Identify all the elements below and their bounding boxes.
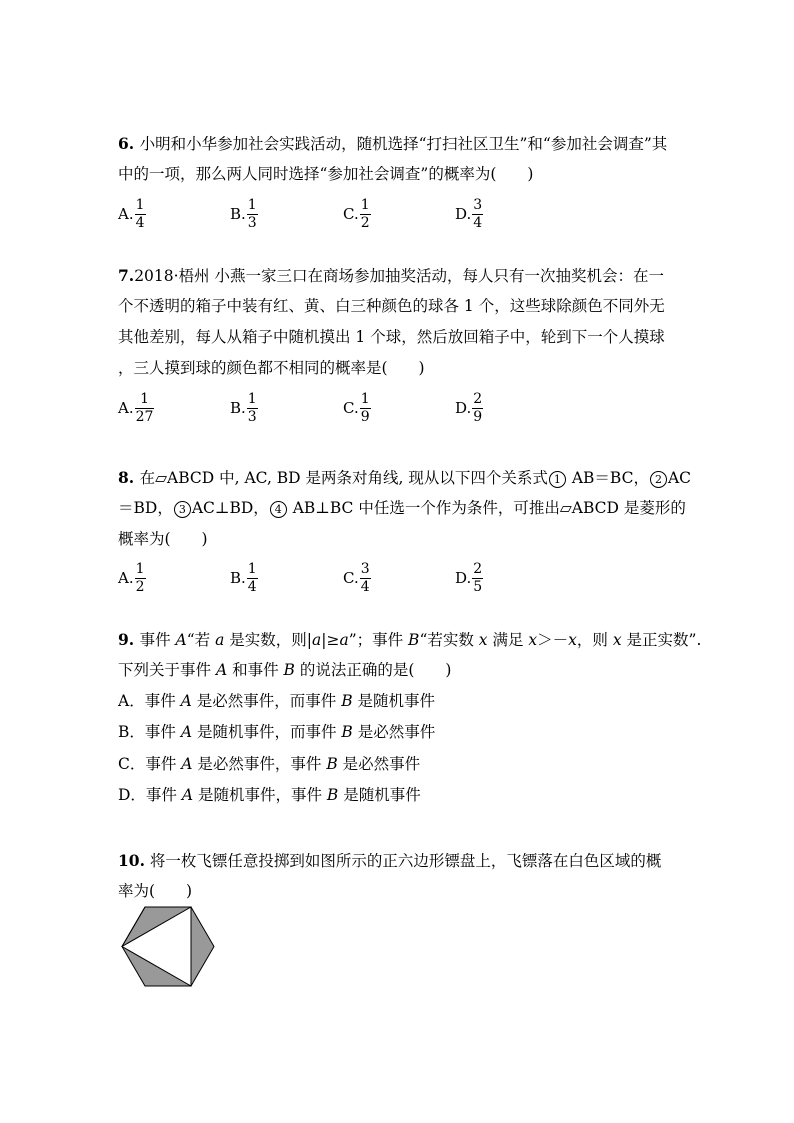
option-d: D. $\frac{2}{5}$: [455, 560, 483, 595]
question-7-line-2: 个不透明的箱子中装有红、黄、白三种颜色的球各 1 个，这些球除颜色不同外无: [118, 297, 665, 315]
question-6-line-1: 6. 小明和小华参加社会实践活动，随机选择“打扫社区卫生”和“参加社会调查”其: [118, 134, 668, 153]
question-8-line-1: 8. 在▱ABCD 中, AC, BD 是两条对角线, 现从以下四个关系式 1 AB＝BC， 2 AC: [118, 468, 692, 487]
question-10-number: 10.: [118, 851, 145, 870]
option-d: D. $\frac{2}{9}$: [455, 390, 483, 425]
option-a: A. $\frac{1}{27}$: [118, 390, 154, 425]
question-7-line-3: 其他差别，每人从箱子中随机摸出 1 个球，然后放回箱子中，轮到下一个人摸球: [118, 328, 665, 346]
question-8-number: 8.: [118, 468, 140, 487]
question-8: [118, 462, 692, 555]
question-9-number: 9.: [118, 630, 140, 649]
question-6-number: 6.: [118, 134, 140, 153]
question-7-number: 7.: [118, 266, 135, 285]
option-a: A. $\frac{1}{4}$: [118, 196, 145, 231]
question-7: [118, 260, 678, 384]
option-c: C. $\frac{1}{9}$: [343, 390, 370, 425]
question-10-line-1: 10. 将一枚飞镖任意投掷到如图所示的正六边形镖盘上，飞镖落在白色区域的概: [118, 851, 662, 870]
hexagon-dartboard-figure: [118, 905, 218, 993]
question-8-line-3: 概率为( ): [118, 530, 208, 548]
circled-3: 3: [174, 501, 191, 518]
question-9-choice-a: A．事件 A 是必然事件，而事件 B 是随机事件: [118, 692, 436, 710]
hexagon-dartboard: [118, 905, 218, 989]
question-6-options: [118, 191, 678, 237]
option-a: A. $\frac{1}{2}$: [118, 560, 145, 595]
question-10-line-2: 率为( ): [118, 882, 193, 900]
question-10: [118, 845, 678, 907]
question-6-line-2: 中的一项，那么两人同时选择“参加社会调查”的概率为( ): [118, 165, 534, 183]
question-9-line-2: 下列关于事件 A 和事件 B 的说法正确的是( ): [118, 661, 452, 679]
circled-2: 2: [650, 471, 667, 488]
option-c: C. $\frac{3}{4}$: [343, 560, 370, 595]
circled-1: 1: [549, 471, 566, 488]
question-9: [118, 624, 702, 686]
option-b: B. $\frac{1}{3}$: [230, 196, 257, 231]
option-b: B. $\frac{1}{3}$: [230, 390, 257, 425]
question-8-line-2: ＝BD， 3 AC⊥BD， 4 AB⊥BC 中任选一个作为条件，可推出▱ABCD 是菱形的: [118, 499, 686, 517]
option-b: B. $\frac{1}{4}$: [230, 560, 257, 595]
question-7-options: [118, 385, 678, 431]
option-d: D. $\frac{3}{4}$: [455, 196, 483, 231]
question-7-line-1: 7.2018·梧州 小燕一家三口在商场参加抽奖活动，每人只有一次抽奖机会：在一: [118, 266, 664, 285]
circled-4: 4: [270, 501, 287, 518]
question-7-line-4: ，三人摸到球的颜色都不相同的概率是( ): [118, 359, 425, 377]
option-c: C. $\frac{1}{2}$: [343, 196, 370, 231]
question-9-choice-c: C．事件 A 是必然事件，事件 B 是必然事件: [118, 755, 421, 773]
question-9-line-1: 9. 事件 A“若 a 是实数，则|a|≥a”；事件 B“若实数 x 满足 x＞－x，则 x 是正实数”.: [118, 630, 702, 649]
question-6: [118, 128, 678, 190]
question-9-choice-b: B．事件 A 是随机事件，而事件 B 是必然事件: [118, 723, 436, 741]
question-8-options: [118, 555, 678, 601]
question-9-choice-d: D．事件 A 是随机事件，事件 B 是随机事件: [118, 786, 421, 804]
